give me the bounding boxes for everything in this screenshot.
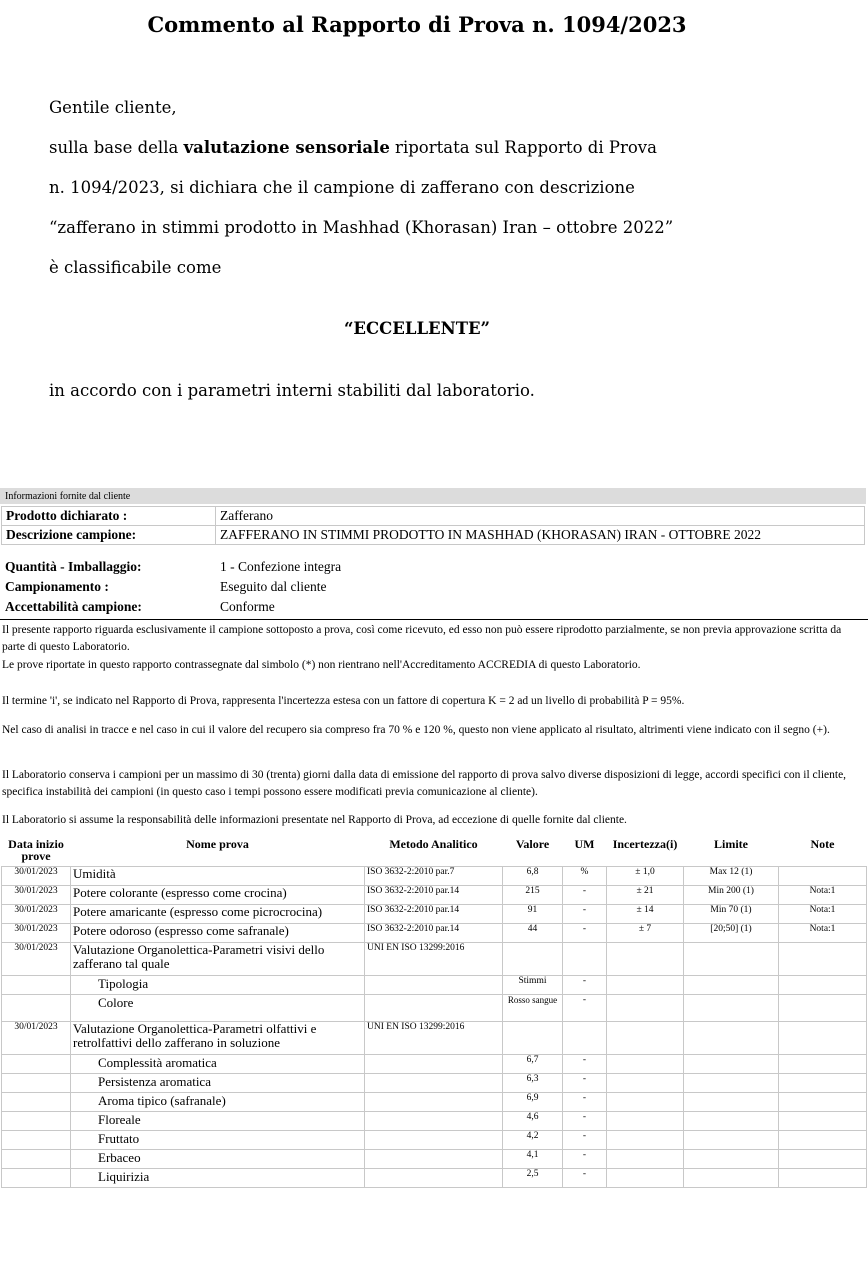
info-value: ZAFFERANO IN STIMMI PRODOTTO IN MASHHAD (KHORASAN) IRAN - OTTOBRE 2022 <box>216 526 865 545</box>
cell-nome: Potere odoroso (espresso come safranale) <box>71 924 365 943</box>
cell-nome: Potere amaricante (espresso come picrocrocina) <box>71 905 365 924</box>
cell-data: 30/01/2023 <box>2 1022 71 1055</box>
cell-limite: Min 70 (1) <box>684 905 779 924</box>
cell-note <box>779 1022 867 1055</box>
cell-um <box>563 943 607 976</box>
rating: “ECCELLENTE” <box>343 319 491 338</box>
client-info-table <box>1 506 865 545</box>
table-row <box>2 867 867 886</box>
cell-note <box>779 1169 867 1188</box>
cell-nome: Fruttato <box>71 1131 365 1150</box>
cell-incertezza <box>607 1150 684 1169</box>
cell-data: 30/01/2023 <box>2 867 71 886</box>
cell-nome: Valutazione Organolettica-Parametri visivi dello zafferano tal quale <box>71 943 365 976</box>
header-um: UM <box>574 837 595 851</box>
header-limite: Limite <box>714 837 748 851</box>
cell-valore <box>503 943 563 976</box>
letter-line-4: è classificabile come <box>49 258 222 277</box>
cell-um <box>563 1022 607 1055</box>
cell-limite <box>684 943 779 976</box>
cell-nome: Complessità aromatica <box>71 1055 365 1074</box>
cell-nome: Aroma tipico (safranale) <box>71 1093 365 1112</box>
cell-incertezza <box>607 1074 684 1093</box>
cell-note <box>779 1112 867 1131</box>
note-1: Il presente rapporto riguarda esclusivamente il campione sottoposto a prova, così come ricevuto, ed esso non può essere riprodotto parzialmente, se non previa approvazione scritta da parte di questo Laboratorio. <box>2 624 842 653</box>
cell-valore: 44 <box>503 924 563 943</box>
table-subrow <box>2 1093 867 1112</box>
cell-note <box>779 995 867 1022</box>
info-key: Descrizione campione: <box>2 526 216 545</box>
cell-data <box>2 976 71 995</box>
cell-limite <box>684 1112 779 1131</box>
cell-valore: 4,6 <box>503 1112 563 1131</box>
cell-incertezza <box>607 1055 684 1074</box>
info-value: Zafferano <box>216 507 865 526</box>
cell-valore: Rosso sangue <box>503 995 563 1022</box>
cell-limite <box>684 995 779 1022</box>
cell-incertezza: ± 1,0 <box>607 867 684 886</box>
letter-emphasis: valutazione sensoriale <box>183 138 390 157</box>
cell-note <box>779 1131 867 1150</box>
info-row-accettabilita <box>5 599 275 615</box>
cell-nome: Floreale <box>71 1112 365 1131</box>
cell-data: 30/01/2023 <box>2 924 71 943</box>
cell-incertezza <box>607 1131 684 1150</box>
cell-valore: 6,7 <box>503 1055 563 1074</box>
cell-data: 30/01/2023 <box>2 905 71 924</box>
cell-nome: Valutazione Organolettica-Parametri olfattivi e retrolfattivi dello zafferano in soluzione <box>71 1022 365 1055</box>
note-2: Le prove riportate in questo rapporto contrassegnate dal simbolo (*) non rientrano nell'Accreditamento ACCREDIA di questo Laboratorio. <box>2 659 641 671</box>
cell-valore: Stimmi <box>503 976 563 995</box>
info-row-descrizione <box>2 526 865 545</box>
table-subrow <box>2 995 867 1022</box>
document-title: Commento al Rapporto di Prova n. 1094/2023 <box>147 12 687 37</box>
info-row-quantita <box>5 559 341 575</box>
cell-um: - <box>563 905 607 924</box>
header-nome: Nome prova <box>186 837 249 851</box>
info-key: Prodotto dichiarato : <box>2 507 216 526</box>
info-key: Accettabilità campione: <box>5 599 142 614</box>
cell-incertezza <box>607 1169 684 1188</box>
cell-valore: 6,8 <box>503 867 563 886</box>
note-3: Il termine 'i', se indicato nel Rapporto di Prova, rappresenta l'incertezza estesa con un fattore di copertura K = 2 ad un livello di probabilità P = 95%. <box>2 695 685 707</box>
cell-limite <box>684 1131 779 1150</box>
cell-metodo <box>365 1150 503 1169</box>
cell-nome: Colore <box>71 995 365 1022</box>
note-6: Il Laboratorio si assume la responsabilità delle informazioni presentate nel Rapporto di Prova, ad eccezione di quelle fornite dal cliente. <box>2 814 627 826</box>
cell-data <box>2 1055 71 1074</box>
cell-metodo: ISO 3632-2:2010 par.14 <box>365 924 503 943</box>
cell-data: 30/01/2023 <box>2 943 71 976</box>
divider <box>0 619 868 620</box>
header-note: Note <box>810 837 835 851</box>
cell-um: - <box>563 1055 607 1074</box>
cell-incertezza: ± 14 <box>607 905 684 924</box>
cell-valore <box>503 1022 563 1055</box>
cell-metodo <box>365 1112 503 1131</box>
cell-data <box>2 1131 71 1150</box>
table-row <box>2 924 867 943</box>
cell-nome: Erbaceo <box>71 1150 365 1169</box>
cell-note <box>779 1055 867 1074</box>
cell-limite <box>684 1022 779 1055</box>
cell-um: - <box>563 1169 607 1188</box>
cell-limite <box>684 1055 779 1074</box>
cell-data: 30/01/2023 <box>2 886 71 905</box>
letter-line-5: in accordo con i parametri interni stabiliti dal laboratorio. <box>49 381 535 400</box>
cell-note <box>779 1150 867 1169</box>
cell-um: - <box>563 886 607 905</box>
results-header-row <box>2 838 867 867</box>
cell-nome: Potere colorante (espresso come crocina) <box>71 886 365 905</box>
header-valore: Valore <box>515 837 550 851</box>
cell-data <box>2 1074 71 1093</box>
cell-data <box>2 995 71 1022</box>
cell-data <box>2 1169 71 1188</box>
cell-note <box>779 976 867 995</box>
header-metodo: Metodo Analitico <box>389 837 478 851</box>
cell-um: - <box>563 924 607 943</box>
cell-limite: [20;50] (1) <box>684 924 779 943</box>
info-key: Quantità - Imballaggio: <box>5 559 142 574</box>
cell-valore: 215 <box>503 886 563 905</box>
letter-line-1c: riportata sul Rapporto di Prova <box>389 138 657 157</box>
cell-limite <box>684 1074 779 1093</box>
cell-metodo <box>365 976 503 995</box>
cell-nome: Liquirizia <box>71 1169 365 1188</box>
header-incertezza: Incertezza(i) <box>612 837 678 851</box>
cell-valore: 4,2 <box>503 1131 563 1150</box>
cell-um: - <box>563 1112 607 1131</box>
cell-note <box>779 943 867 976</box>
table-subrow <box>2 1131 867 1150</box>
cell-um: - <box>563 1150 607 1169</box>
cell-limite <box>684 1093 779 1112</box>
cell-metodo: ISO 3632-2:2010 par.7 <box>365 867 503 886</box>
cell-note <box>779 1074 867 1093</box>
cell-incertezza <box>607 943 684 976</box>
table-subrow <box>2 1055 867 1074</box>
cell-incertezza: ± 7 <box>607 924 684 943</box>
table-row-visivi <box>2 943 867 976</box>
table-subrow <box>2 976 867 995</box>
cell-metodo: UNI EN ISO 13299:2016 <box>365 1022 503 1055</box>
table-row-olfattivi <box>2 1022 867 1055</box>
cell-metodo <box>365 1074 503 1093</box>
cell-metodo <box>365 1131 503 1150</box>
header-data: Data inizio prove <box>8 837 64 863</box>
cell-nome: Tipologia <box>71 976 365 995</box>
cell-note <box>779 1093 867 1112</box>
cell-um: % <box>563 867 607 886</box>
cell-incertezza <box>607 1093 684 1112</box>
cell-limite <box>684 1169 779 1188</box>
client-info-bar: Informazioni fornite dal cliente <box>0 488 866 504</box>
cell-metodo: ISO 3632-2:2010 par.14 <box>365 905 503 924</box>
results-table <box>1 838 867 1188</box>
cell-um: - <box>563 1093 607 1112</box>
greeting: Gentile cliente, <box>49 98 177 117</box>
table-subrow <box>2 1074 867 1093</box>
table-subrow <box>2 1150 867 1169</box>
cell-metodo: UNI EN ISO 13299:2016 <box>365 943 503 976</box>
cell-incertezza <box>607 1112 684 1131</box>
info-value: Eseguito dal cliente <box>220 579 327 594</box>
cell-nome: Persistenza aromatica <box>71 1074 365 1093</box>
cell-data <box>2 1093 71 1112</box>
cell-data <box>2 1112 71 1131</box>
cell-limite <box>684 976 779 995</box>
table-subrow <box>2 1112 867 1131</box>
cell-um: - <box>563 995 607 1022</box>
letter-line-1 <box>49 138 657 157</box>
letter-line-1a: sulla base della <box>49 138 184 157</box>
cell-metodo <box>365 1093 503 1112</box>
cell-limite: Min 200 (1) <box>684 886 779 905</box>
letter-line-3: “zafferano in stimmi prodotto in Mashhad (Khorasan) Iran – ottobre 2022” <box>49 218 674 237</box>
letter-line-2: n. 1094/2023, si dichiara che il campione di zafferano con descrizione <box>49 178 635 197</box>
cell-metodo <box>365 1169 503 1188</box>
info-row-prodotto <box>2 507 865 526</box>
cell-incertezza <box>607 995 684 1022</box>
cell-valore: 2,5 <box>503 1169 563 1188</box>
cell-um: - <box>563 1074 607 1093</box>
table-subrow <box>2 1169 867 1188</box>
cell-um: - <box>563 976 607 995</box>
cell-metodo <box>365 1055 503 1074</box>
info-value: 1 - Confezione integra <box>220 559 342 574</box>
cell-note: Nota:1 <box>779 905 867 924</box>
cell-incertezza <box>607 976 684 995</box>
cell-note <box>779 867 867 886</box>
cell-limite <box>684 1150 779 1169</box>
cell-valore: 6,9 <box>503 1093 563 1112</box>
cell-note: Nota:1 <box>779 886 867 905</box>
cell-data <box>2 1150 71 1169</box>
cell-valore: 6,3 <box>503 1074 563 1093</box>
cell-incertezza: ± 21 <box>607 886 684 905</box>
cell-metodo: ISO 3632-2:2010 par.14 <box>365 886 503 905</box>
cell-valore: 91 <box>503 905 563 924</box>
table-row <box>2 905 867 924</box>
cell-incertezza <box>607 1022 684 1055</box>
cell-um: - <box>563 1131 607 1150</box>
table-row <box>2 886 867 905</box>
info-value: Conforme <box>220 599 275 614</box>
cell-note: Nota:1 <box>779 924 867 943</box>
cell-metodo <box>365 995 503 1022</box>
cell-nome: Umidità <box>71 867 365 886</box>
info-key: Campionamento : <box>5 579 109 594</box>
note-5: Il Laboratorio conserva i campioni per un massimo di 30 (trenta) giorni dalla data di emissione del rapporto di prova salvo diverse disposizioni di legge, accordi specifici con il cliente, specifica instabilità dei campioni (in questo caso i tempi possono essere modificati previa comunicazione al cliente). <box>2 769 847 798</box>
cell-limite: Max 12 (1) <box>684 867 779 886</box>
note-4: Nel caso di analisi in tracce e nel caso in cui il valore del recupero sia compreso fra 70 % e 120 %, questo non viene applicato al risultato, altrimenti viene indicato con il segno (+). <box>2 724 830 736</box>
info-row-campionamento <box>5 579 326 595</box>
cell-valore: 4,1 <box>503 1150 563 1169</box>
